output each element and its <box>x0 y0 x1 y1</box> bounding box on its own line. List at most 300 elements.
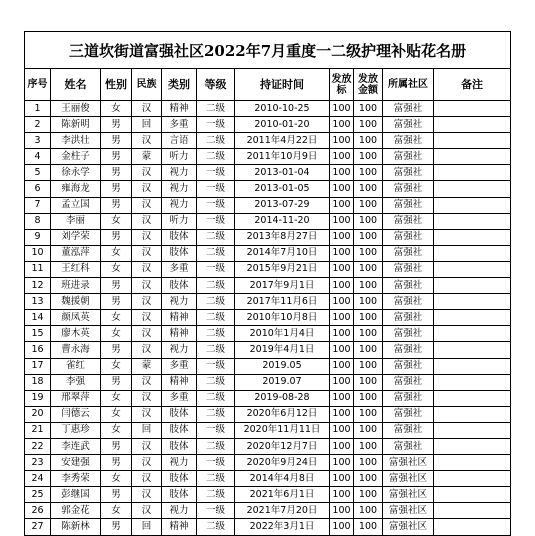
cell-issue-amount: 100 <box>354 422 383 438</box>
cell-seq: 6 <box>25 181 51 197</box>
cell-category: 精神 <box>162 101 197 117</box>
cell-remark <box>434 342 511 358</box>
cell-name: 李强 <box>51 374 101 390</box>
cell-name: 雀红 <box>51 358 101 374</box>
cell-community: 富强社 <box>383 229 434 245</box>
cell-ethnicity: 汉 <box>132 294 162 310</box>
cell-issue-standard: 100 <box>330 471 354 487</box>
cell-community: 富强社区 <box>383 519 434 535</box>
cell-gender: 女 <box>101 471 132 487</box>
cell-issue-amount: 100 <box>354 406 383 422</box>
cell-category: 听力 <box>162 149 197 165</box>
cell-name: 王丽俊 <box>51 101 101 117</box>
cell-name: 丁惠珍 <box>51 422 101 438</box>
cell-issue-standard: 100 <box>330 133 354 149</box>
cell-issue-amount: 100 <box>354 245 383 261</box>
cell-issue-standard: 100 <box>330 278 354 294</box>
cell-issue-standard: 100 <box>330 229 354 245</box>
cell-seq: 17 <box>25 358 51 374</box>
cell-community: 富强社 <box>383 197 434 213</box>
cell-remark <box>434 438 511 454</box>
cell-remark <box>434 503 511 519</box>
cell-name: 颜凤英 <box>51 310 101 326</box>
table-row <box>25 406 511 422</box>
cell-name: 王红科 <box>51 261 101 277</box>
cell-level: 二级 <box>197 390 235 406</box>
cell-name: 彭继国 <box>51 487 101 503</box>
cell-issue-standard: 100 <box>330 358 354 374</box>
cell-level: 二级 <box>197 149 235 165</box>
cell-cert-time: 2013-01-04 <box>235 165 330 181</box>
cell-issue-amount: 100 <box>354 133 383 149</box>
cell-category: 视力 <box>162 503 197 519</box>
cell-seq: 23 <box>25 455 51 471</box>
cell-category: 肢体 <box>162 487 197 503</box>
cell-cert-time: 2014-11-20 <box>235 213 330 229</box>
cell-level: 二级 <box>197 310 235 326</box>
cell-issue-amount: 100 <box>354 438 383 454</box>
cell-name: 金柱子 <box>51 149 101 165</box>
cell-level: 二级 <box>197 487 235 503</box>
cell-name: 郭金花 <box>51 503 101 519</box>
cell-category: 视力 <box>162 165 197 181</box>
cell-issue-amount: 100 <box>354 471 383 487</box>
cell-ethnicity: 汉 <box>132 455 162 471</box>
cell-community: 富强社 <box>383 165 434 181</box>
cell-name: 李洪壮 <box>51 133 101 149</box>
cell-community: 富强社 <box>383 374 434 390</box>
cell-ethnicity: 汉 <box>132 374 162 390</box>
cell-name: 曹永海 <box>51 342 101 358</box>
cell-community: 富强社 <box>383 181 434 197</box>
cell-ethnicity: 汉 <box>132 390 162 406</box>
cell-seq: 26 <box>25 503 51 519</box>
cell-issue-standard: 100 <box>330 213 354 229</box>
cell-community: 富强社 <box>383 390 434 406</box>
cell-gender: 男 <box>101 181 132 197</box>
cell-remark <box>434 487 511 503</box>
table-row <box>25 197 511 213</box>
cell-gender: 女 <box>101 422 132 438</box>
cell-issue-amount: 100 <box>354 261 383 277</box>
cell-gender: 男 <box>101 455 132 471</box>
cell-category: 视力 <box>162 181 197 197</box>
header-category: 类别 <box>162 69 197 101</box>
cell-remark <box>434 245 511 261</box>
cell-ethnicity: 汉 <box>132 133 162 149</box>
cell-issue-amount: 100 <box>354 278 383 294</box>
cell-ethnicity: 汉 <box>132 181 162 197</box>
cell-remark <box>434 165 511 181</box>
cell-cert-time: 2017年9月1日 <box>235 278 330 294</box>
cell-category: 精神 <box>162 310 197 326</box>
cell-category: 视力 <box>162 197 197 213</box>
cell-community: 富强社 <box>383 422 434 438</box>
cell-level: 二级 <box>197 229 235 245</box>
cell-cert-time: 2017年11月6日 <box>235 294 330 310</box>
cell-name: 雍海龙 <box>51 181 101 197</box>
cell-seq: 22 <box>25 438 51 454</box>
cell-name: 邢翠萍 <box>51 390 101 406</box>
cell-issue-standard: 100 <box>330 390 354 406</box>
cell-seq: 25 <box>25 487 51 503</box>
cell-category: 多重 <box>162 390 197 406</box>
cell-level: 二级 <box>197 519 235 535</box>
cell-community: 富强社区 <box>383 487 434 503</box>
cell-community: 富强社 <box>383 133 434 149</box>
cell-gender: 男 <box>101 117 132 133</box>
cell-gender: 男 <box>101 149 132 165</box>
cell-issue-amount: 100 <box>354 503 383 519</box>
cell-gender: 女 <box>101 213 132 229</box>
cell-gender: 男 <box>101 294 132 310</box>
cell-level: 二级 <box>197 278 235 294</box>
table-row <box>25 438 511 454</box>
table-row <box>25 165 511 181</box>
table-row <box>25 374 511 390</box>
cell-level: 二级 <box>197 326 235 342</box>
cell-remark <box>434 181 511 197</box>
cell-issue-standard: 100 <box>330 406 354 422</box>
cell-cert-time: 2014年7月10日 <box>235 245 330 261</box>
cell-community: 富强社 <box>383 326 434 342</box>
cell-level: 一级 <box>197 455 235 471</box>
cell-remark <box>434 406 511 422</box>
cell-ethnicity: 汉 <box>132 406 162 422</box>
cell-seq: 11 <box>25 261 51 277</box>
cell-issue-amount: 100 <box>354 165 383 181</box>
table-row <box>25 149 511 165</box>
cell-name: 陈新林 <box>51 519 101 535</box>
cell-level: 二级 <box>197 342 235 358</box>
cell-remark <box>434 390 511 406</box>
cell-category: 视力 <box>162 294 197 310</box>
header-cert-time: 持证时间 <box>235 69 330 101</box>
cell-name: 李连武 <box>51 438 101 454</box>
cell-name: 李秀荣 <box>51 471 101 487</box>
header-remark: 备注 <box>434 69 511 101</box>
cell-issue-amount: 100 <box>354 213 383 229</box>
cell-gender: 男 <box>101 487 132 503</box>
cell-ethnicity: 汉 <box>132 197 162 213</box>
cell-issue-standard: 100 <box>330 519 354 535</box>
cell-level: 一级 <box>197 165 235 181</box>
cell-cert-time: 2021年6月1日 <box>235 487 330 503</box>
cell-level: 一级 <box>197 181 235 197</box>
cell-issue-standard: 100 <box>330 342 354 358</box>
cell-cert-time: 2020年12月7日 <box>235 438 330 454</box>
cell-issue-standard: 100 <box>330 117 354 133</box>
table-row <box>25 390 511 406</box>
table-row <box>25 213 511 229</box>
table-row <box>25 326 511 342</box>
header-community: 所属社区 <box>383 69 434 101</box>
cell-seq: 15 <box>25 326 51 342</box>
cell-issue-standard: 100 <box>330 261 354 277</box>
cell-gender: 男 <box>101 519 132 535</box>
cell-category: 视力 <box>162 455 197 471</box>
cell-cert-time: 2011年4月22日 <box>235 133 330 149</box>
cell-issue-standard: 100 <box>330 326 354 342</box>
cell-ethnicity: 蒙 <box>132 358 162 374</box>
cell-community: 富强社 <box>383 245 434 261</box>
cell-remark <box>434 310 511 326</box>
cell-seq: 20 <box>25 406 51 422</box>
cell-community: 富强社 <box>383 438 434 454</box>
header-seq: 序号 <box>25 69 51 101</box>
table-row <box>25 471 511 487</box>
cell-cert-time: 2010-10-25 <box>235 101 330 117</box>
cell-level: 一级 <box>197 213 235 229</box>
cell-issue-amount: 100 <box>354 326 383 342</box>
cell-category: 肢体 <box>162 245 197 261</box>
cell-issue-amount: 100 <box>354 310 383 326</box>
table-row <box>25 455 511 471</box>
table-row <box>25 422 511 438</box>
header-name: 姓名 <box>51 69 101 101</box>
cell-ethnicity: 汉 <box>132 213 162 229</box>
cell-name: 安建强 <box>51 455 101 471</box>
cell-remark <box>434 101 511 117</box>
cell-level: 二级 <box>197 133 235 149</box>
cell-ethnicity: 汉 <box>132 438 162 454</box>
cell-level: 二级 <box>197 438 235 454</box>
cell-remark <box>434 374 511 390</box>
cell-level: 二级 <box>197 471 235 487</box>
cell-remark <box>434 229 511 245</box>
cell-community: 富强社 <box>383 278 434 294</box>
cell-category: 听力 <box>162 213 197 229</box>
table-row <box>25 487 511 503</box>
cell-gender: 男 <box>101 133 132 149</box>
cell-community: 富强社区 <box>383 455 434 471</box>
cell-issue-amount: 100 <box>354 374 383 390</box>
cell-issue-standard: 100 <box>330 165 354 181</box>
cell-seq: 3 <box>25 133 51 149</box>
cell-seq: 5 <box>25 165 51 181</box>
cell-seq: 9 <box>25 229 51 245</box>
cell-community: 富强社区 <box>383 471 434 487</box>
cell-category: 多重 <box>162 261 197 277</box>
cell-remark <box>434 133 511 149</box>
table-row <box>25 294 511 310</box>
cell-issue-amount: 100 <box>354 149 383 165</box>
cell-issue-standard: 100 <box>330 149 354 165</box>
cell-issue-standard: 100 <box>330 422 354 438</box>
table-row <box>25 278 511 294</box>
cell-remark <box>434 197 511 213</box>
cell-issue-amount: 100 <box>354 455 383 471</box>
cell-level: 二级 <box>197 374 235 390</box>
subsidy-roster-table <box>24 31 511 536</box>
header-issue-standard: 发放标 <box>330 69 354 101</box>
cell-ethnicity: 汉 <box>132 101 162 117</box>
cell-name: 李丽 <box>51 213 101 229</box>
cell-cert-time: 2013-01-05 <box>235 181 330 197</box>
cell-level: 一级 <box>197 503 235 519</box>
cell-remark <box>434 455 511 471</box>
header-issue-amount: 发放金额 <box>354 69 383 101</box>
cell-gender: 女 <box>101 406 132 422</box>
cell-ethnicity: 汉 <box>132 326 162 342</box>
cell-ethnicity: 汉 <box>132 245 162 261</box>
cell-gender: 女 <box>101 503 132 519</box>
cell-remark <box>434 278 511 294</box>
cell-remark <box>434 149 511 165</box>
cell-category: 肢体 <box>162 406 197 422</box>
cell-issue-standard: 100 <box>330 101 354 117</box>
cell-category: 肢体 <box>162 471 197 487</box>
cell-category: 肢体 <box>162 229 197 245</box>
table-row <box>25 261 511 277</box>
cell-ethnicity: 回 <box>132 117 162 133</box>
cell-issue-amount: 100 <box>354 117 383 133</box>
cell-name: 廖木英 <box>51 326 101 342</box>
cell-gender: 男 <box>101 342 132 358</box>
cell-issue-amount: 100 <box>354 519 383 535</box>
cell-community: 富强社 <box>383 149 434 165</box>
cell-gender: 男 <box>101 278 132 294</box>
cell-issue-amount: 100 <box>354 390 383 406</box>
cell-category: 精神 <box>162 374 197 390</box>
cell-level: 二级 <box>197 406 235 422</box>
cell-seq: 1 <box>25 101 51 117</box>
cell-remark <box>434 519 511 535</box>
cell-remark <box>434 117 511 133</box>
cell-seq: 4 <box>25 149 51 165</box>
cell-issue-amount: 100 <box>354 101 383 117</box>
cell-gender: 女 <box>101 390 132 406</box>
cell-seq: 10 <box>25 245 51 261</box>
cell-cert-time: 2013年8月27日 <box>235 229 330 245</box>
cell-seq: 12 <box>25 278 51 294</box>
cell-cert-time: 2019.05 <box>235 358 330 374</box>
cell-cert-time: 2013-07-29 <box>235 197 330 213</box>
header-row <box>25 69 511 101</box>
roster-sheet <box>24 31 510 536</box>
cell-cert-time: 2014年4月8日 <box>235 471 330 487</box>
cell-issue-standard: 100 <box>330 245 354 261</box>
table-row <box>25 245 511 261</box>
cell-level: 二级 <box>197 245 235 261</box>
cell-issue-standard: 100 <box>330 310 354 326</box>
cell-seq: 2 <box>25 117 51 133</box>
cell-cert-time: 2011年10月9日 <box>235 149 330 165</box>
cell-ethnicity: 汉 <box>132 278 162 294</box>
cell-community: 富强社 <box>383 117 434 133</box>
cell-ethnicity: 汉 <box>132 487 162 503</box>
cell-gender: 女 <box>101 101 132 117</box>
cell-gender: 女 <box>101 358 132 374</box>
cell-category: 多重 <box>162 358 197 374</box>
cell-cert-time: 2019年4月1日 <box>235 342 330 358</box>
cell-issue-standard: 100 <box>330 294 354 310</box>
cell-remark <box>434 471 511 487</box>
cell-seq: 16 <box>25 342 51 358</box>
cell-gender: 女 <box>101 326 132 342</box>
cell-remark <box>434 261 511 277</box>
cell-seq: 19 <box>25 390 51 406</box>
cell-community: 富强社 <box>383 213 434 229</box>
cell-category: 肢体 <box>162 422 197 438</box>
cell-gender: 男 <box>101 197 132 213</box>
cell-cert-time: 2010-01-20 <box>235 117 330 133</box>
cell-name: 陈新明 <box>51 117 101 133</box>
cell-level: 二级 <box>197 101 235 117</box>
cell-level: 一级 <box>197 422 235 438</box>
cell-seq: 13 <box>25 294 51 310</box>
cell-cert-time: 2019.07 <box>235 374 330 390</box>
cell-community: 富强社 <box>383 358 434 374</box>
cell-community: 富强社 <box>383 101 434 117</box>
cell-seq: 27 <box>25 519 51 535</box>
cell-seq: 18 <box>25 374 51 390</box>
cell-issue-standard: 100 <box>330 455 354 471</box>
header-ethnicity: 民族 <box>132 69 162 101</box>
cell-name: 徐永学 <box>51 165 101 181</box>
roster-body <box>25 101 511 536</box>
cell-name: 刘学荣 <box>51 229 101 245</box>
cell-seq: 21 <box>25 422 51 438</box>
cell-seq: 8 <box>25 213 51 229</box>
table-row <box>25 117 511 133</box>
cell-cert-time: 2020年9月24日 <box>235 455 330 471</box>
cell-category: 视力 <box>162 342 197 358</box>
cell-remark <box>434 422 511 438</box>
cell-issue-standard: 100 <box>330 197 354 213</box>
cell-ethnicity: 汉 <box>132 503 162 519</box>
cell-ethnicity: 汉 <box>132 342 162 358</box>
cell-ethnicity: 回 <box>132 519 162 535</box>
cell-community: 富强社 <box>383 294 434 310</box>
cell-name: 闫德云 <box>51 406 101 422</box>
cell-category: 精神 <box>162 519 197 535</box>
cell-issue-amount: 100 <box>354 229 383 245</box>
cell-name: 董泓萍 <box>51 245 101 261</box>
table-row <box>25 181 511 197</box>
cell-cert-time: 2021年7月20日 <box>235 503 330 519</box>
cell-issue-amount: 100 <box>354 342 383 358</box>
cell-issue-standard: 100 <box>330 181 354 197</box>
cell-level: 一级 <box>197 117 235 133</box>
cell-issue-standard: 100 <box>330 503 354 519</box>
cell-gender: 男 <box>101 229 132 245</box>
cell-gender: 男 <box>101 438 132 454</box>
cell-cert-time: 2015年9月21日 <box>235 261 330 277</box>
cell-category: 多重 <box>162 117 197 133</box>
cell-category: 肢体 <box>162 438 197 454</box>
cell-cert-time: 2010年10月8日 <box>235 310 330 326</box>
cell-gender: 女 <box>101 310 132 326</box>
table-row <box>25 342 511 358</box>
cell-issue-standard: 100 <box>330 438 354 454</box>
cell-name: 魏援朝 <box>51 294 101 310</box>
cell-issue-amount: 100 <box>354 181 383 197</box>
cell-cert-time: 2020年11月11日 <box>235 422 330 438</box>
cell-community: 富强社 <box>383 406 434 422</box>
cell-level: 一级 <box>197 197 235 213</box>
table-row <box>25 229 511 245</box>
cell-gender: 女 <box>101 245 132 261</box>
cell-gender: 男 <box>101 165 132 181</box>
cell-remark <box>434 358 511 374</box>
cell-ethnicity: 汉 <box>132 229 162 245</box>
table-row <box>25 310 511 326</box>
cell-seq: 14 <box>25 310 51 326</box>
cell-issue-amount: 100 <box>354 294 383 310</box>
cell-gender: 女 <box>101 261 132 277</box>
cell-issue-standard: 100 <box>330 374 354 390</box>
